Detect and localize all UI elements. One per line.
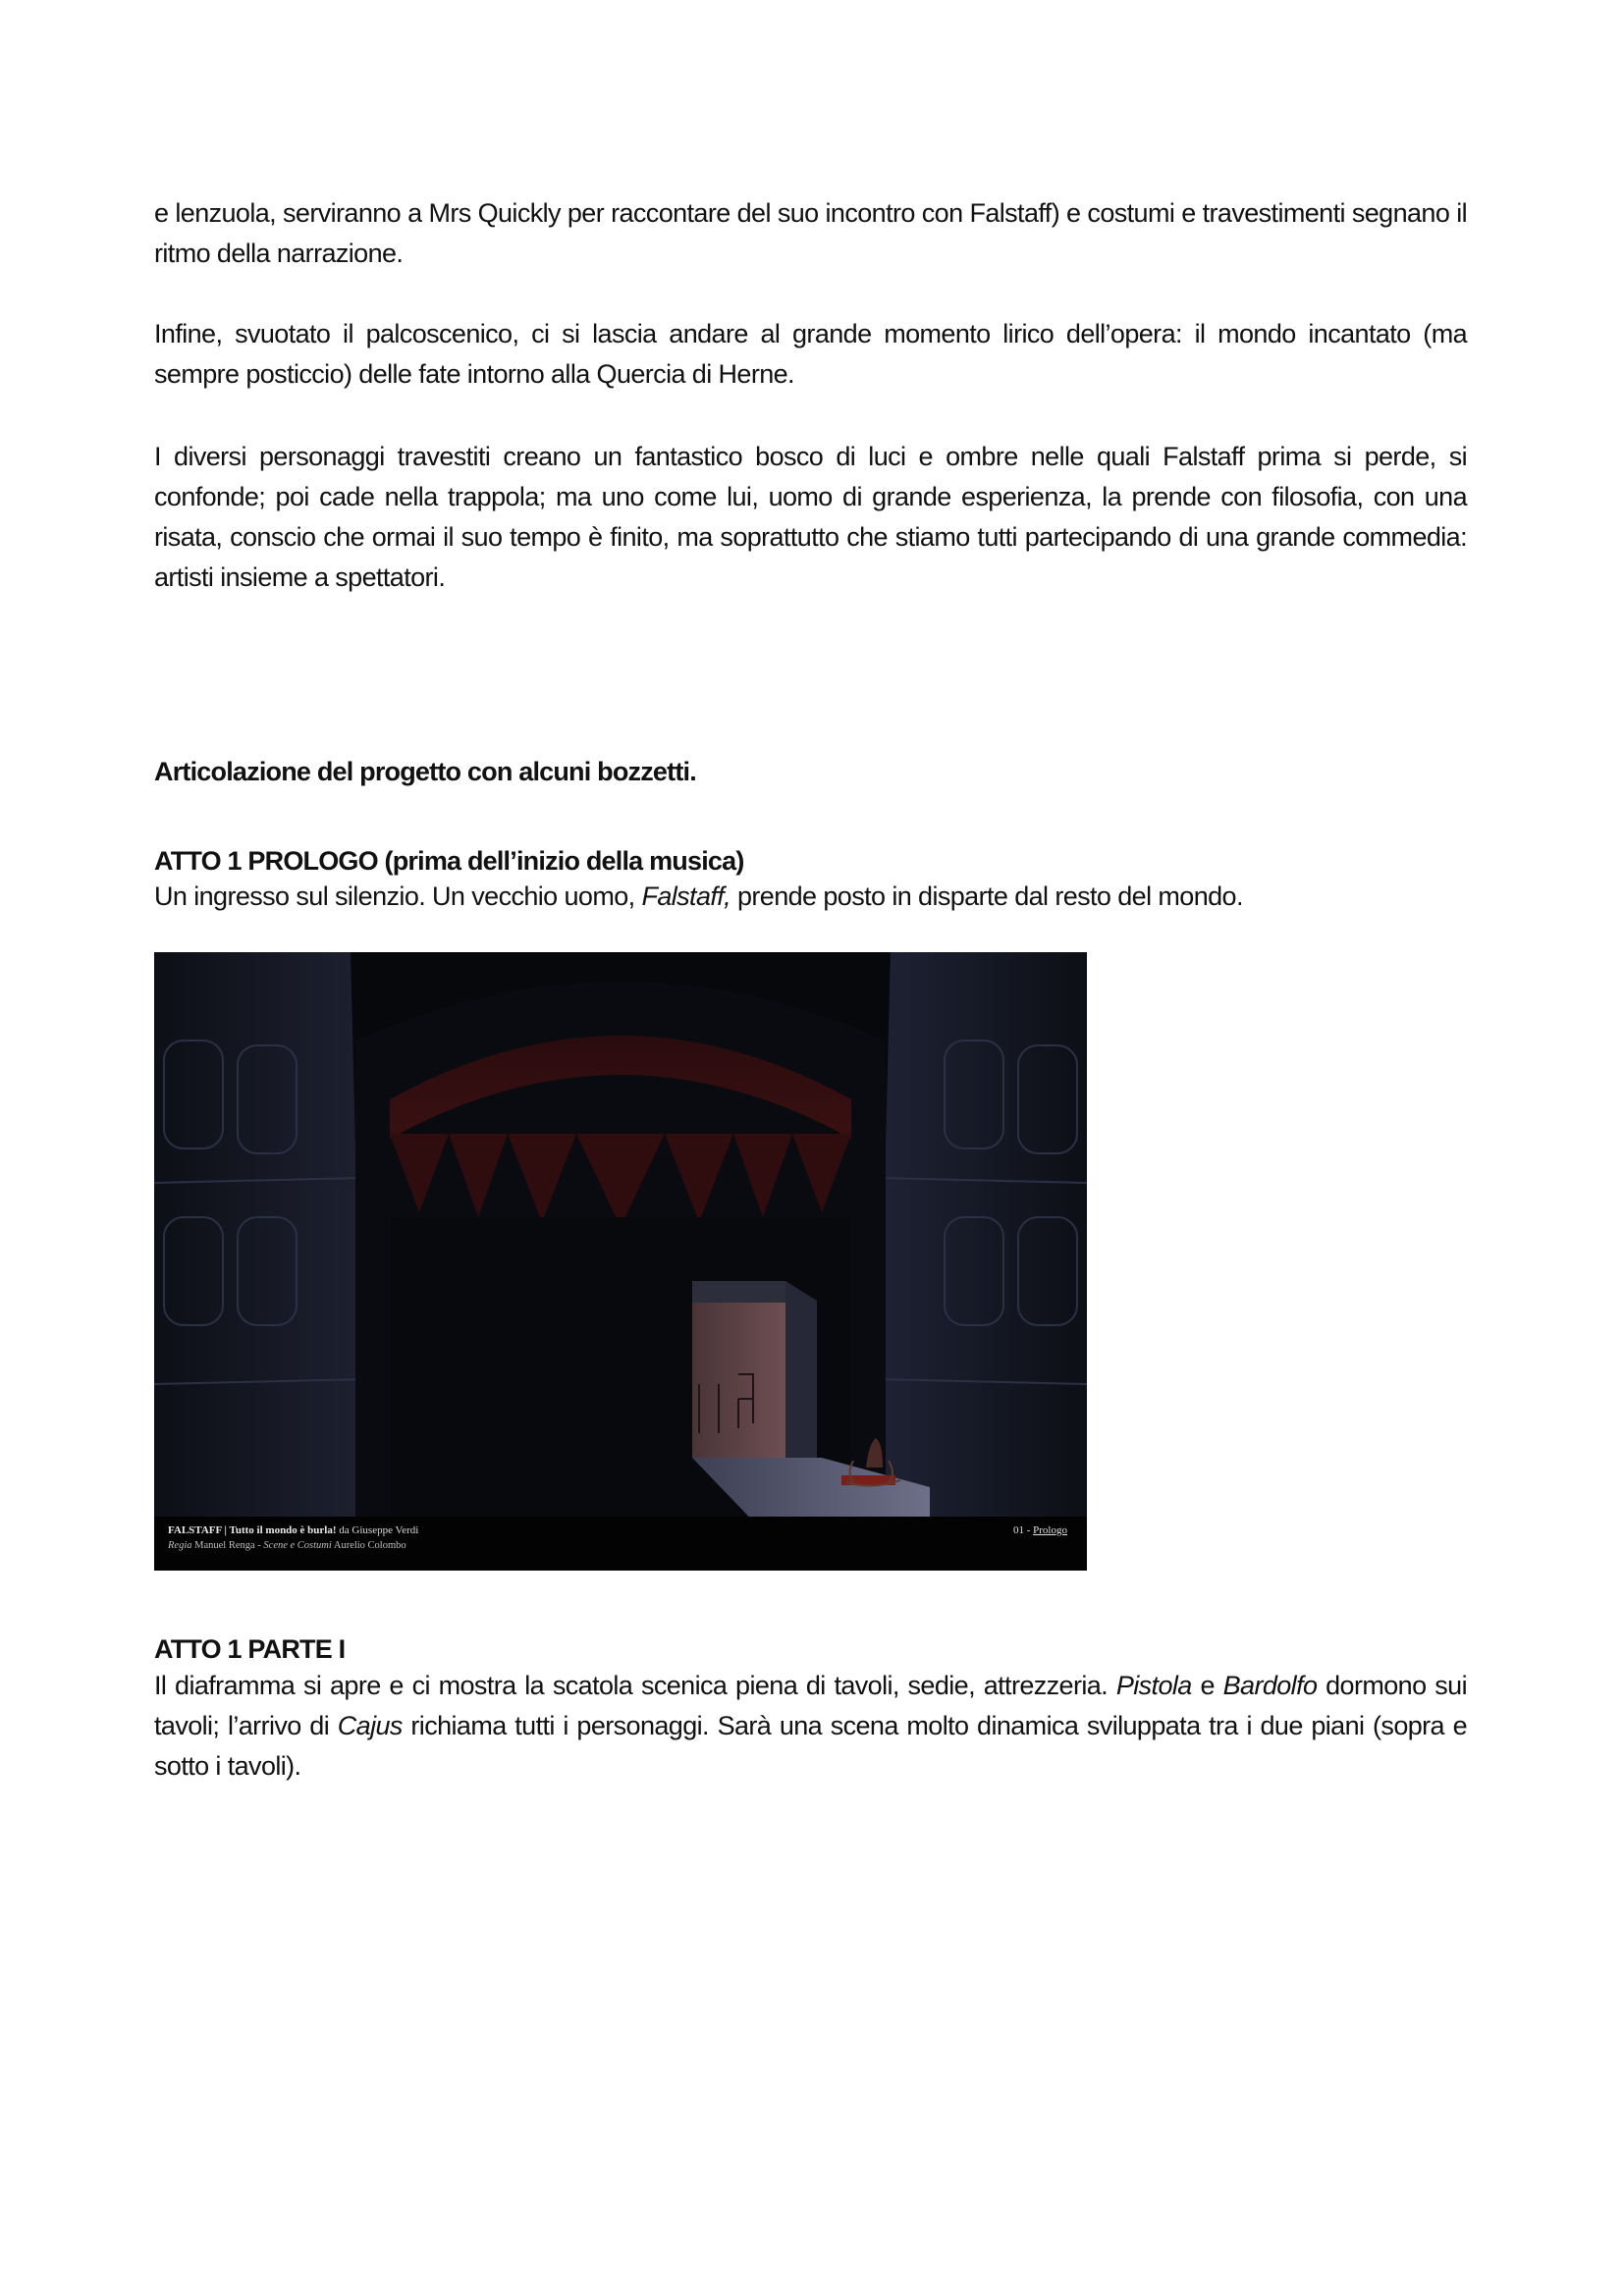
character-pistola: Pistola	[1115, 1671, 1192, 1700]
caption-title-bold: FALSTAFF | Tutto il mondo è burla!	[168, 1524, 337, 1536]
lit-room	[692, 1281, 785, 1458]
left-theatre-boxes	[154, 952, 365, 1531]
prologo-text-italic: Falstaff,	[641, 881, 731, 911]
right-theatre-boxes	[876, 952, 1087, 1531]
prologo-text-b: prende posto in disparte dal resto del mondo.	[730, 881, 1243, 911]
paragraph-mondo-incantato: Infine, svuotato il palcoscenico, ci si lascia andare al grande momento lirico dell’opera: il mondo incantato (ma sempre posticcio) delle fate intorno alla Quercia di Herne.	[154, 319, 1467, 389]
parte1-text	[154, 1666, 1467, 1787]
prologo-heading: ATTO 1 PROLOGO (prima dell’inizio della musica)	[154, 846, 744, 876]
caption-section-number	[1013, 1524, 1067, 1536]
caption-credits	[168, 1540, 406, 1551]
parte1-text-4: richiama tutti i personaggi. Sarà una scena molto dinamica sviluppata tra i due piani (sopra e sotto i tavoli).	[154, 1711, 1468, 1781]
parte1-heading: ATTO 1 PARTE I	[154, 1634, 346, 1664]
section-heading: Articolazione del progetto con alcuni bozzetti.	[154, 757, 696, 786]
caption-title-rest: da Giuseppe Verdi	[336, 1524, 419, 1536]
parte1-text-3: dormono sui tavoli; l’arrivo di	[154, 1671, 1467, 1740]
character-cajus: Cajus	[337, 1711, 403, 1740]
prologo-text	[154, 877, 1467, 917]
paragraph-personaggi-travestiti: I diversi personaggi travestiti creano un fantastico bosco di luci e ombre nelle quali Falstaff prima si perde, si confonde; poi cade nella trappola; ma uno come lui, uomo di grande esperienza, la prende con filosofia, con una risata, conscio che ormai il suo tempo è finito, ma soprattutto che stiamo tutti partecipando di una grande commedia: artisti insieme a spettatori.	[154, 442, 1467, 592]
room-side-wall	[785, 1281, 817, 1458]
paragraph-costumi: e lenzuola, serviranno a Mrs Quickly per raccontare del suo incontro con Falstaff) e costumi e travestimenti segnano il ritmo della narrazione.	[154, 198, 1467, 268]
caption-scene-name: Aurelio Colombo	[331, 1540, 406, 1551]
character-bardolfo: Bardolfo	[1222, 1671, 1318, 1700]
parte1-text-1: Il diaframma si apre e ci mostra la scatola scenica piena di tavoli, sedie, attrezzeria.	[154, 1671, 1116, 1700]
prologo-text-a: Un ingresso sul silenzio. Un vecchio uomo,	[154, 881, 642, 911]
caption-regia-label: Regia	[168, 1540, 192, 1551]
caption-section: Prologo	[1033, 1524, 1067, 1536]
caption-scene-label: Scene e Costumi	[263, 1540, 332, 1551]
caption-number: 01 -	[1012, 1524, 1034, 1536]
parte1-text-2: e	[1191, 1671, 1223, 1700]
room-ceiling	[692, 1281, 785, 1303]
caption-title	[168, 1524, 418, 1536]
stage-sketch-drawing	[154, 952, 1087, 1571]
caption-regia-name: Manuel Renga -	[191, 1540, 264, 1551]
stage-sketch-image	[154, 952, 1087, 1571]
sketch-caption	[154, 1517, 1087, 1571]
